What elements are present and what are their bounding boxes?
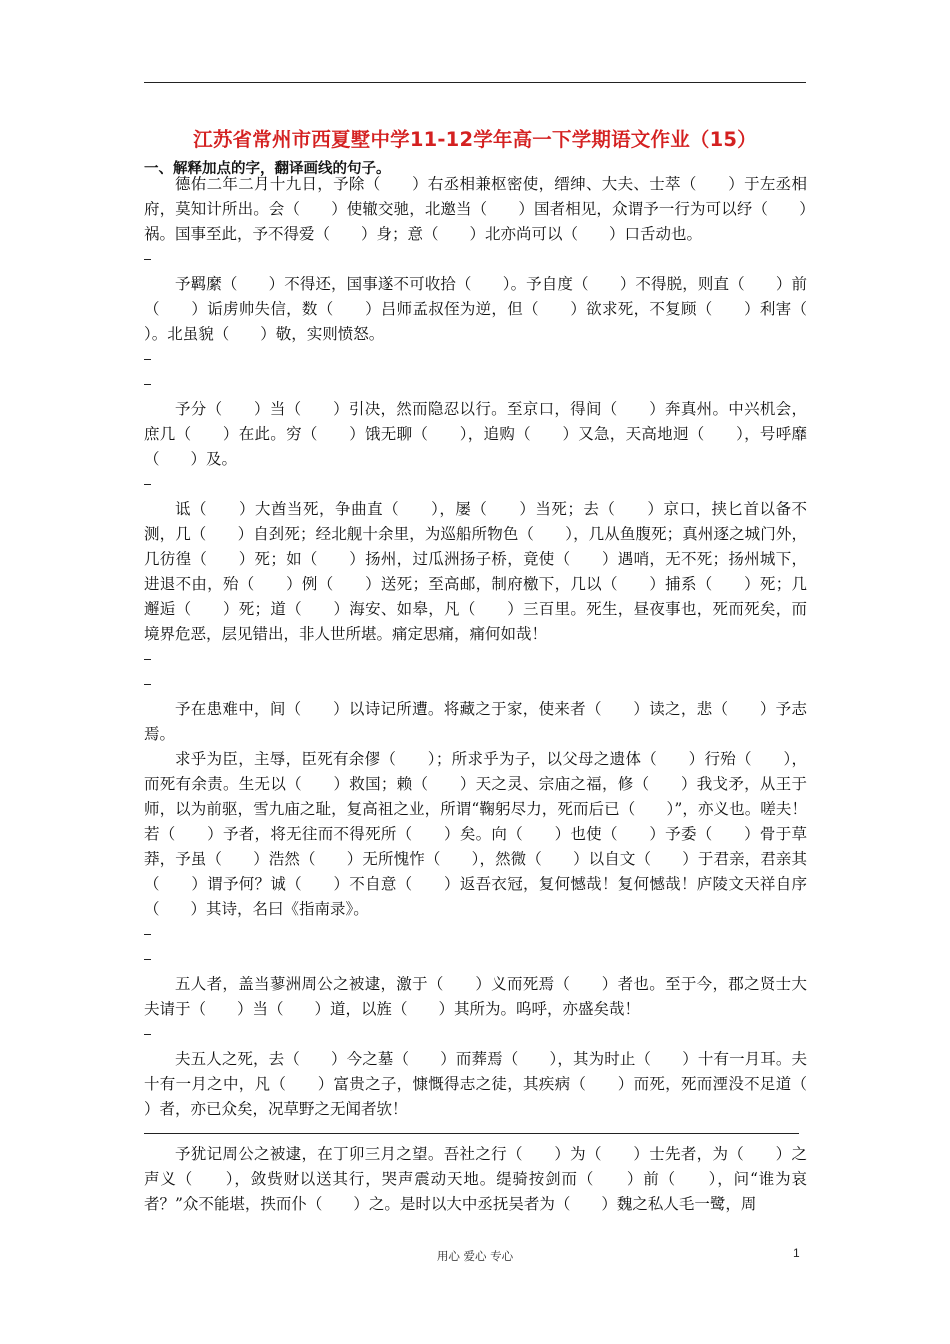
passage-paragraph: 予犹记周公之被逮，在丁卯三月之望。吾社之行（ ）为（ ）士先者，为（ ）之声义（ ），敛赀财以送其行，哭声震动天地。缇骑按剑而（ ）前（ ），问“谁为哀者？”众不能堪，抶而仆（ ）之。是时以大中丞抚吴者为（ ）魏之私人毛一鹭，周 [144,1145,807,1213]
answer-line [144,372,807,397]
answer-line [144,922,807,947]
passage-paragraph: 德佑二年二月十九日，予除（ ）右丞相兼枢密使，缙绅、大夫、士萃（ ）于左丞相府，莫知计所出。会（ ）使辙交驰，北邀当（ ）国者相见，众谓予一行为可以纾（ ）祸。国事至此，予不得爱（ ）身；意（ ）北亦尚可以（ ）口舌动也。 [144,175,807,243]
document-title: 江苏省常州市西夏墅中学11-12学年高一下学期语文作业（15） [193,128,757,151]
answer-line [144,1022,807,1047]
answer-line [144,472,807,497]
answer-rule [144,1133,799,1134]
passage-paragraph: 求乎为臣，主辱，臣死有余僇（ ）；所求乎为子，以父母之遗体（ ）行殆（ ），而死有余责。生无以（ ）救国；赖（ ）天之灵、宗庙之福，修（ ）我戈矛，从王于师，以为前驱，雪九庙之耻，复高祖之业，所谓“鞠躬尽力，死而后已（ ）”，亦义也。嗟夫！若（ ）予者，将无往而不得死所（ ）矣。向（ ）也使（ ）予委（ ）骨于草莽，予虽（ ）浩然（ ）无所愧怍（ ），然微（ ）以自文（ ）于君亲，君亲其（ ）谓予何？诚（ ）不自意（ ）返吾衣冠，复何憾哉！复何憾哉！庐陵文天祥自序（ ）其诗，名曰《指南录》。 [144,750,807,918]
answer-line [144,347,807,372]
passage-paragraph: 予在患难中，间（ ）以诗记所遭。将藏之于家，使来者（ ）读之，悲（ ）予志焉。 [144,700,807,743]
page-footer: 用心 爱心 专心 [436,1249,514,1263]
passage-paragraph: 予羁縻（ ）不得还，国事遂不可收拾（ ）。予自度（ ）不得脱，则直（ ）前（ ）诟虏帅失信，数（ ）吕师孟叔侄为逆，但（ ）欲求死，不复顾（ ）利害（ ）。北虽貌（ ）敬，实则愤怒。 [144,275,839,343]
answer-dash [144,1022,152,1047]
page-number: 1 [793,1246,800,1260]
document-body [144,172,839,1217]
answer-dash [144,472,152,497]
passage-paragraph: 夫五人之死，去（ ）今之墓（ ）而葬焉（ ），其为时止（ ）十有一月耳。夫十有一月之中，凡（ ）富贵之子，慷慨得志之徒，其疾病（ ）而死，死而湮没不足道（ ）者，亦已众矣，况草野之无闻者欤！ [144,1050,839,1118]
passage-paragraph: 五人者，盖当蓼洲周公之被逮，激于（ ）义而死焉（ ）者也。至于今，郡之贤士大夫请于（ ）当（ ）道，以旌（ ）其所为。呜呼，亦盛矣哉！ [144,975,807,1018]
answer-dash [144,347,152,372]
answer-dash [144,947,152,972]
answer-line [144,947,807,972]
answer-line [144,647,807,672]
answer-dash [144,372,152,397]
passage-paragraph: 诋（ ）大酋当死，争曲直（ ），屡（ ）当死；去（ ）京口，挟匕首以备不测，几（ ）自刭死；经北舰十余里，为巡船所物色（ ），几从鱼腹死；真州逐之城门外，几彷徨（ ）死；如（ ）扬州，过瓜洲扬子桥，竟使（ ）遇哨，无不死；扬州城下，进退不由，殆（ ）例（ ）送死；至高邮，制府檄下，几以（ ）捕系（ ）死；几邂逅（ ）死；道（ ）海安、如皋，凡（ ）三百里。死生，昼夜事也，死而死矣，而境界危恶，层见错出，非人世所堪。痛定思痛，痛何如哉！ [144,500,807,643]
answer-line [144,672,807,697]
answer-dash [144,922,152,947]
answer-line [144,247,807,272]
answer-dash [144,647,152,672]
answer-dash [144,672,152,697]
header-rule [144,82,806,83]
passage-paragraph: 予分（ ）当（ ）引决，然而隐忍以行。至京口，得间（ ）奔真州。中兴机会，庶几（ ）在此。穷（ ）饿无聊（ ），追购（ ）又急，天高地迥（ ），号呼靡（ ）及。 [144,400,807,468]
answer-dash [144,247,152,272]
section-heading: 一、解释加点的字，翻译画线的句子。 [144,161,391,177]
